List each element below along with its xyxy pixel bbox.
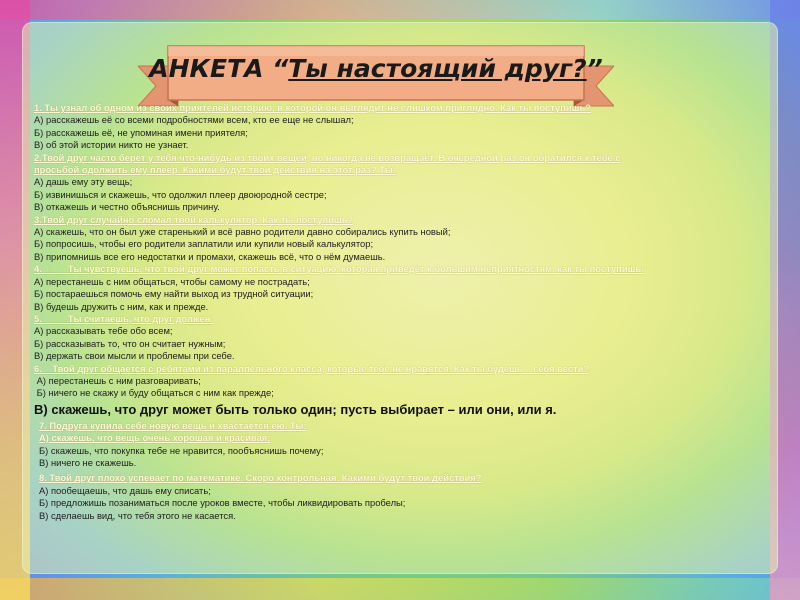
answer-b: Б) расскажешь её, не упоминая имени приятеля; xyxy=(34,126,248,138)
answer-c: В) сделаешь вид, что тебя этого не касается. xyxy=(39,509,236,521)
answer-a: А) рассказывать тебе обо всем; xyxy=(34,325,173,337)
answer-b: Б) постараешься помочь ему найти выход из трудной ситуации; xyxy=(34,288,314,300)
question-7 xyxy=(34,420,774,470)
question-8 xyxy=(34,472,774,522)
question-text-cont: просьбой одолжить ему плеер. Какими будут твои действия на этот раз? Ты: xyxy=(34,164,396,176)
answer-a: А) дашь ему эту вещь; xyxy=(34,176,133,188)
answer-c: В) об этой истории никто не узнает. xyxy=(34,139,189,151)
top-gradient-edge xyxy=(0,0,800,20)
question-text: 5. Ты считаешь, что друг должен: xyxy=(34,312,214,324)
question-text: 7. Подруга купила себе новую вещь и хвастается ею. Ты: xyxy=(39,419,307,431)
answer-b: Б) рассказывать то, что он считает нужным; xyxy=(34,337,226,349)
answer-a: А) пообещаешь, что дашь ему списать; xyxy=(39,484,211,496)
answer-b: Б) скажешь, что покупка тебе не нравится, пообъяснишь почему; xyxy=(39,444,324,456)
answer-b: Б) извинишься и скажешь, что одолжил плеер двоюродной сестре; xyxy=(34,188,327,200)
answer-c: В) держать свои мысли и проблемы при себе. xyxy=(34,350,235,362)
question-6 xyxy=(34,363,774,418)
question-text: 1. Ты узнал об одном из своих приятелей историю, в которой он выглядит не слишком приглядно. Как ты поступишь? xyxy=(34,102,591,113)
answer-a: А) расскажешь её со всеми подробностями всем, кто ее еще не слышал; xyxy=(34,114,354,126)
question-5 xyxy=(34,313,774,363)
question-text: 8. Твой друг плохо успевает по математике. Скоро контрольная. Какими будут твои действия? xyxy=(39,472,482,484)
answer-c: В) откажешь и честно объяснишь причину. xyxy=(34,201,220,213)
title-suffix: ” xyxy=(586,54,603,83)
answer-c: В) ничего не скажешь. xyxy=(39,456,137,468)
title-prefix: АНКЕТА “ xyxy=(149,54,289,83)
answer-a: А) скажешь, что он был уже старенький и всё равно родители давно собирались купить новый; xyxy=(34,226,451,238)
question-2 xyxy=(34,152,774,214)
answer-c: В) припомнишь все его недостатки и промахи, скажешь всё, что о нём думаешь. xyxy=(34,250,386,262)
bottom-gradient-edge xyxy=(0,578,800,600)
question-4 xyxy=(34,263,774,313)
answer-a: А) перестанешь с ним разговаривать; xyxy=(34,374,201,386)
answer-b: Б) попросишь, чтобы его родители заплатили или купили новый калькулятор; xyxy=(34,238,374,250)
answer-b: Б) предложишь позаниматься после уроков вместе, чтобы ликвидировать пробелы; xyxy=(39,497,406,509)
answer-c-emphasized: В) скажешь, что друг может быть только один; пусть выбирает – или они, или я. xyxy=(34,401,557,417)
question-1 xyxy=(34,102,774,152)
answer-a: А) перестанешь с ним общаться, чтобы самому не пострадать; xyxy=(34,275,310,287)
question-text: 3.Твой друг случайно сломал твой калькулятор. Как ты поступишь? xyxy=(34,213,354,225)
question-text: 4. Ты чувствуешь, что твой друг может попасть в ситуацию, которая приведёт к большим неприятностям, как ты поступишь: xyxy=(34,263,645,275)
answer-c: В) будешь дружить с ним, как и прежде. xyxy=(34,300,209,312)
page-title xyxy=(138,54,614,84)
question-text: 6. Твой друг общается с ребятами из параллельного класса, которые тебе не нравятся. Как ты будешь себя вести? xyxy=(34,362,590,374)
question-text: 2.Твой друг часто берёт у тебя что-нибудь из твоих вещей, но никогда не возвращает. В очередной раз он обратился к тебе с xyxy=(34,151,621,163)
question-3 xyxy=(34,214,774,264)
answer-b: Б) ничего не скажу и буду общаться с ним как прежде; xyxy=(34,387,274,399)
answer-a: А) скажешь, что вещь очень хорошая и красивая; xyxy=(39,432,271,444)
questionnaire xyxy=(34,102,774,522)
title-underlined: Ты настоящий друг? xyxy=(288,54,587,83)
